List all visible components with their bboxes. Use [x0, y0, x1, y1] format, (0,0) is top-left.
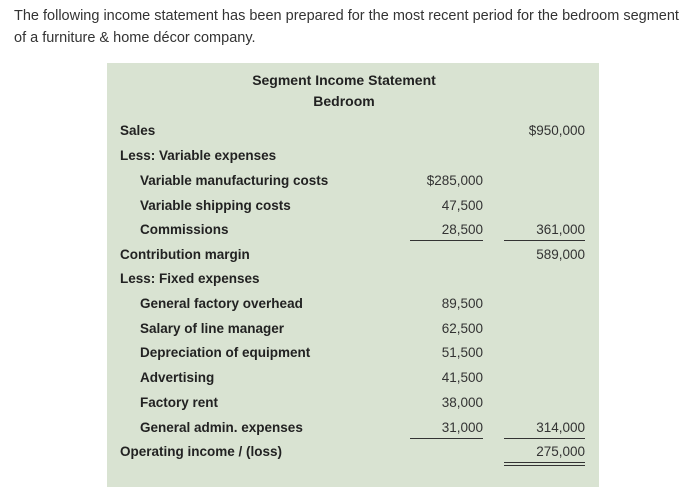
row-commissions	[107, 222, 599, 242]
row-label: General admin. expenses	[140, 420, 303, 435]
row-total: 275,000	[536, 444, 585, 459]
subtotal-rule	[410, 240, 483, 241]
subtotal-rule	[504, 438, 585, 439]
row-amount: 62,500	[441, 321, 483, 336]
row-depreciation	[107, 345, 599, 365]
row-variable-shipping	[107, 198, 599, 218]
row-label: Less: Variable expenses	[120, 148, 277, 163]
intro-text: The following income statement has been prepared for the most recent period for the bedroom segment of a furniture & home décor company.	[14, 8, 679, 46]
row-variable-manufacturing	[107, 173, 599, 193]
row-label: Commissions	[140, 222, 229, 237]
row-label: Depreciation of equipment	[140, 345, 311, 360]
row-advertising	[107, 370, 599, 390]
row-amount: 28,500	[441, 222, 483, 237]
row-label: Advertising	[140, 370, 215, 385]
statement-subtitle: Bedroom	[313, 93, 375, 109]
segment-income-statement	[107, 63, 599, 487]
row-total: 589,000	[536, 247, 585, 262]
row-amount: 47,500	[441, 198, 483, 213]
row-contribution-margin	[107, 247, 599, 267]
row-operating-income	[107, 444, 599, 464]
total-double-rule-bottom	[504, 465, 585, 466]
row-amount: 51,500	[441, 345, 483, 360]
row-less-variable	[107, 148, 599, 168]
row-amount: 38,000	[441, 395, 483, 410]
row-salary-line-manager	[107, 321, 599, 341]
row-label: Less: Fixed expenses	[120, 271, 260, 286]
row-label: Sales	[120, 123, 156, 138]
row-label: Salary of line manager	[140, 321, 285, 336]
row-factory-rent	[107, 395, 599, 415]
row-amount: 31,000	[441, 420, 483, 435]
row-label: Factory rent	[140, 395, 219, 410]
subtotal-rule	[410, 438, 483, 439]
row-amount: $285,000	[426, 173, 483, 188]
row-amount: 89,500	[441, 296, 483, 311]
row-label: Operating income / (loss)	[120, 444, 283, 459]
row-general-factory-overhead	[107, 296, 599, 316]
row-total: $950,000	[528, 123, 585, 138]
row-label: Variable shipping costs	[140, 198, 291, 213]
row-label: Variable manufacturing costs	[140, 173, 329, 188]
row-label: Contribution margin	[120, 247, 250, 262]
total-double-rule-top	[504, 462, 585, 463]
row-total: 314,000	[536, 420, 585, 435]
statement-title: Segment Income Statement	[252, 72, 436, 88]
row-sales	[107, 123, 599, 143]
row-amount: 41,500	[441, 370, 483, 385]
row-total: 361,000	[536, 222, 585, 237]
row-general-admin	[107, 420, 599, 440]
row-less-fixed	[107, 271, 599, 291]
row-label: General factory overhead	[140, 296, 303, 311]
subtotal-rule	[504, 240, 585, 241]
